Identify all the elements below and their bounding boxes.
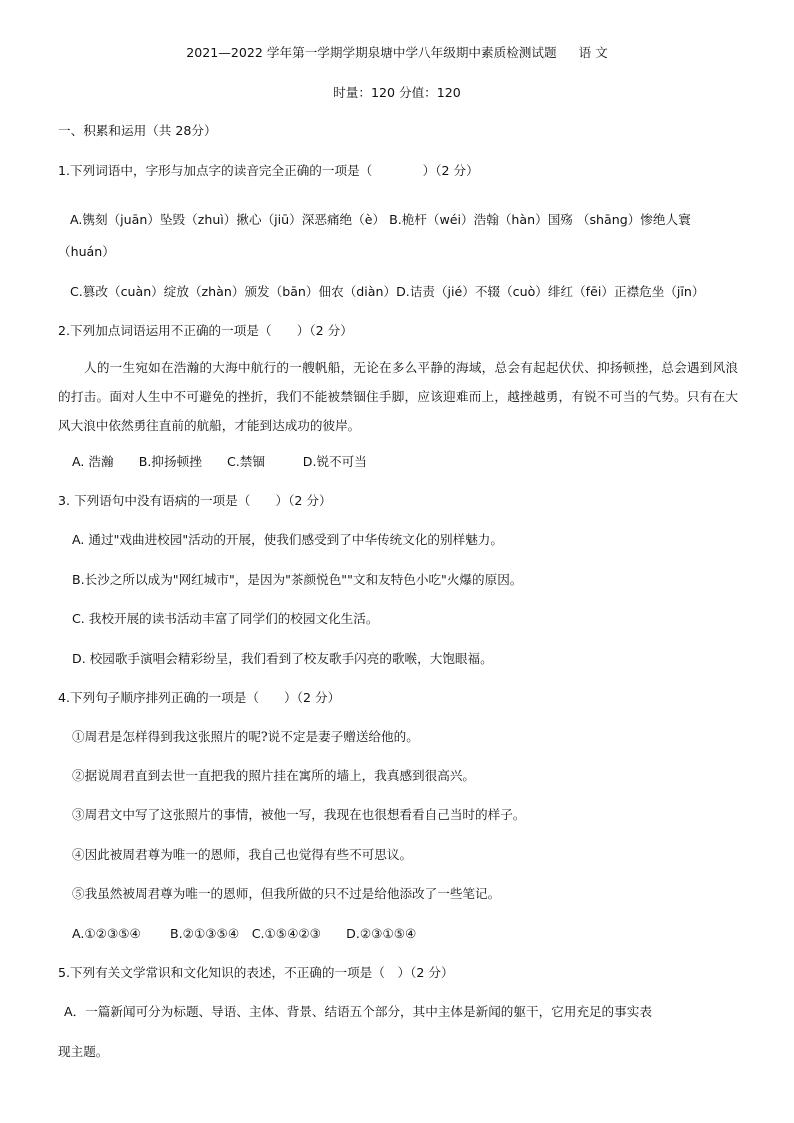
section-heading: 一、积累和运用（共 28分） (58, 123, 217, 138)
question-4-options: A.①②③⑤④ B.②①③⑤④ C.①⑤④②③ D.②③①⑤④ (72, 926, 417, 941)
question-5-option-a: A．一篇新闻可分为标题、导语、主体、背景、结语五个部分，其中主体是新闻的躯干，它用充足的事实表 (64, 1004, 652, 1019)
question-3-option-a: A. 通过"戏曲进校园"活动的开展，使我们感受到了中华传统文化的别样魅力。 (72, 532, 503, 547)
question-4-sentence-4: ④因此被周君尊为唯一的恩师，我自己也觉得有些不可思议。 (72, 847, 413, 862)
question-1-stem: 1.下列词语中，字形与加点字的读音完全正确的一项是（ ）（2 分） (58, 163, 479, 178)
question-4-stem: 4.下列句子顺序排列正确的一项是（ ）（2 分） (58, 690, 341, 705)
exam-title-text: 2021—2022 学年第一学期学期泉塘中学八年级期中素质检测试题 (186, 45, 557, 60)
question-1-option-b-cont: （huán） (58, 244, 115, 259)
question-3-option-d: D. 校园歌手演唱会精彩纷呈，我们看到了校友歌手闪亮的歌喉，大饱眼福。 (72, 651, 493, 666)
question-4-sentence-1: ①周君是怎样得到我这张照片的呢?说不定是妻子赠送给他的。 (72, 729, 419, 744)
question-4-sentence-5: ⑤我虽然被周君尊为唯一的恩师，但我所做的只不过是给他添改了一些笔记。 (72, 886, 501, 901)
question-3-option-c: C. 我校开展的读书活动丰富了同学们的校园文化生活。 (72, 611, 379, 626)
question-1-option-cd: C.篡改（cuàn）绽放（zhàn）颁发（bān）佃农（diàn）D.诘责（jié）不辍（cuò）绯红（fēi）正襟危坐（jīn） (70, 284, 705, 299)
question-2-options: A. 浩瀚 B.抑扬顿挫 C.禁锢 D.锐不可当 (72, 454, 367, 469)
question-4-sentence-3: ③周君文中写了这张照片的事情，被他一写，我现在也很想看看自己当时的样子。 (72, 807, 526, 822)
question-2-stem: 2.下列加点词语运用不正确的一项是（ ）（2 分） (58, 323, 353, 338)
question-3-stem: 3. 下列语句中没有语病的一项是（ ）（2 分） (58, 493, 332, 508)
question-2-passage: 人的一生宛如在浩瀚的大海中航行的一艘帆船，无论在多么平静的海域，总会有起起伏伏、抑扬顿挫，总会遇到风浪的打击。面对人生中不可避免的挫折，我们不能被禁锢住手脚，应该迎难而上，越挫越勇，有锐不可当的气势。只有在大风大浪中依然勇往直前的航船，才能到达成功的彼岸。 (58, 360, 738, 433)
question-3-option-b: B.长沙之所以成为"网红城市"，是因为"茶颜悦色""文和友特色小吃"火爆的原因。 (72, 572, 523, 587)
question-1-option-ab: A.镌刻（juān）坠毁（zhuì）揪心（jiū）深恶痛绝（è） B.桅杆（wéi）浩翰（hàn）国殇 （shāng）惨绝人寰 (70, 212, 691, 227)
exam-subject: 语 文 (578, 45, 608, 60)
exam-time-score: 时量：120 分值：120 (333, 85, 461, 100)
question-4-sentence-2: ②据说周君直到去世一直把我的照片挂在寓所的墙上，我真感到很高兴。 (72, 768, 475, 783)
exam-title (0, 45, 794, 61)
question-5-stem: 5.下列有关文学常识和文化知识的表述，不正确的一项是（ ）（2 分） (58, 965, 454, 980)
question-5-option-a-cont: 现主题。 (58, 1044, 109, 1059)
